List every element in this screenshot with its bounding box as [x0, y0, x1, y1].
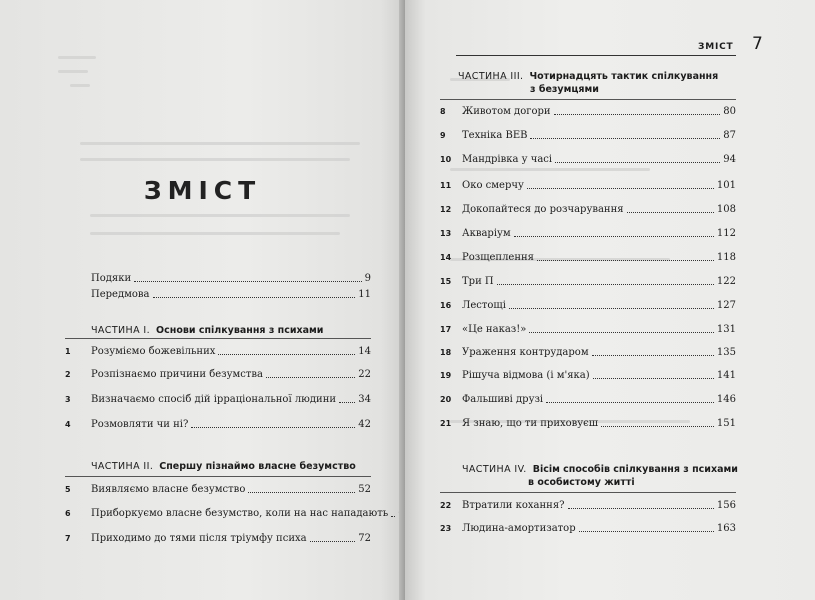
entry-title: Мандрівка у часі [462, 154, 553, 165]
toc-entry[interactable] [65, 394, 371, 406]
entry-title: Визначаємо спосіб дій ірраціональної людини [91, 394, 337, 405]
entry-page: 9 [364, 273, 371, 284]
leader-dots [593, 378, 714, 379]
entry-page: 131 [716, 324, 736, 335]
part-name: Чотирнадцять тактик спілкування [529, 71, 719, 82]
toc-entry[interactable] [440, 228, 736, 240]
show-through [80, 142, 360, 145]
entry-page: 163 [716, 523, 736, 534]
leader-dots [497, 284, 714, 285]
entry-page: 14 [358, 346, 371, 357]
entry-title: Докопайтеся до розчарування [462, 204, 624, 215]
entry-title: «Це наказ!» [462, 324, 527, 335]
chapter-number: 6 [65, 509, 71, 518]
chapter-number: 7 [65, 534, 71, 543]
entry-page: 156 [716, 500, 736, 511]
toc-entry[interactable] [440, 324, 736, 336]
entry-title: Розуміємо божевільних [91, 346, 216, 357]
part-heading [458, 70, 718, 96]
toc-entry[interactable] [440, 106, 736, 118]
chapter-number: 5 [65, 485, 71, 494]
entry-title: Розмовляти чи ні? [91, 419, 189, 430]
leader-dots [310, 541, 356, 542]
part-name-line2: в особистому житті [528, 477, 635, 488]
toc-entry[interactable] [440, 276, 736, 288]
entry-page: 34 [358, 394, 371, 405]
entry-title: Подяки [91, 273, 132, 284]
chapter-number: 15 [440, 277, 452, 286]
entry-page: 141 [716, 370, 736, 381]
toc-entry[interactable] [440, 300, 736, 312]
entry-page: 94 [723, 154, 736, 165]
show-through [90, 214, 350, 217]
leader-dots [554, 114, 721, 115]
entry-page: 112 [716, 228, 736, 239]
entry-title: Око смерчу [462, 180, 524, 191]
leader-dots [266, 377, 355, 378]
left-page [0, 0, 405, 600]
entry-title: Виявляємо власне безумство [91, 484, 246, 495]
leader-dots [527, 188, 714, 189]
leader-dots [191, 427, 355, 428]
part-heading [91, 324, 323, 337]
leader-dots [627, 212, 714, 213]
toc-entry[interactable] [65, 508, 389, 520]
entry-title: Приходимо до тями після тріумфу психа [91, 533, 307, 544]
leader-dots [339, 402, 355, 403]
chapter-number: 9 [440, 131, 446, 140]
entry-page: 151 [716, 418, 736, 429]
chapter-number: 13 [440, 229, 452, 238]
entry-title: Рішуча відмова (і м'яка) [462, 370, 590, 381]
toc-entry[interactable] [65, 369, 371, 381]
entry-page: 11 [358, 289, 371, 300]
chapter-number: 20 [440, 395, 452, 404]
part-name-line2: з безумцями [530, 84, 599, 95]
show-through [58, 56, 96, 59]
chapter-number: 17 [440, 325, 452, 334]
entry-title: Ураження контрударом [462, 347, 589, 358]
chapter-number: 4 [65, 420, 71, 429]
show-through [58, 70, 88, 73]
entry-title: Втратили кохання? [462, 500, 565, 511]
toc-entry[interactable] [440, 154, 736, 166]
part-label: ЧАСТИНА II. [91, 461, 154, 472]
chapter-number: 1 [65, 347, 71, 356]
chapter-number: 11 [440, 181, 452, 190]
toc-entry[interactable] [440, 130, 736, 142]
toc-entry[interactable] [440, 370, 736, 382]
entry-title: Розщеплення [462, 252, 534, 263]
chapter-number: 21 [440, 419, 452, 428]
header-rule [456, 55, 736, 56]
entry-page: 108 [716, 204, 736, 215]
entry-title: Техніка ВЕВ [462, 130, 528, 141]
show-through [450, 168, 650, 171]
toc-entry[interactable] [440, 418, 736, 430]
leader-dots [537, 260, 714, 261]
toc-entry-preface[interactable] [91, 289, 371, 301]
page-number: 7 [752, 34, 763, 54]
part-heading [91, 460, 356, 473]
leader-dots [555, 162, 720, 163]
chapter-number: 22 [440, 501, 452, 510]
leader-dots [514, 236, 714, 237]
part-label: ЧАСТИНА III. [458, 71, 524, 82]
part-rule [65, 338, 371, 339]
entry-title: Акваріум [462, 228, 511, 239]
show-through [80, 158, 350, 161]
entry-page: 127 [716, 300, 736, 311]
chapter-number: 12 [440, 205, 452, 214]
toc-entry[interactable] [440, 252, 736, 264]
leader-dots [248, 492, 355, 493]
entry-title: Передмова [91, 289, 150, 300]
part-label: ЧАСТИНА I. [91, 325, 151, 336]
entry-title: Приборкуємо власне безумство, коли на нас нападають [91, 508, 389, 519]
toc-entry[interactable] [65, 533, 371, 545]
entry-title: Розпізнаємо причини безумства [91, 369, 264, 380]
part-label: ЧАСТИНА IV. [462, 464, 527, 475]
leader-dots [568, 508, 714, 509]
entry-title: Три П [462, 276, 494, 287]
part-rule [65, 476, 371, 477]
entry-page: 135 [716, 347, 736, 358]
entry-page: 146 [716, 394, 736, 405]
entry-page: 122 [716, 276, 736, 287]
chapter-number: 16 [440, 301, 452, 310]
entry-page: 52 [358, 484, 371, 495]
chapter-number: 23 [440, 524, 452, 533]
leader-dots [509, 308, 714, 309]
leader-dots [592, 355, 714, 356]
entry-title: Лестощі [462, 300, 506, 311]
toc-entry[interactable] [65, 346, 371, 358]
entry-page: 101 [716, 180, 736, 191]
chapter-number: 8 [440, 107, 446, 116]
entry-title: Животом догори [462, 106, 551, 117]
entry-page: 118 [716, 252, 736, 263]
chapter-number: 3 [65, 395, 71, 404]
leader-dots [153, 297, 356, 298]
leader-dots [529, 332, 714, 333]
leader-dots [391, 516, 395, 517]
toc-entry[interactable] [65, 419, 371, 431]
leader-dots [218, 354, 355, 355]
leader-dots [134, 281, 362, 282]
part-rule [440, 99, 736, 100]
part-name: Спершу пізнаймо власне безумство [159, 461, 356, 472]
part-name: Вісім способів спілкування з психами [532, 464, 738, 475]
toc-entry[interactable] [440, 347, 736, 359]
toc-entry-acknowledgements[interactable] [91, 273, 371, 285]
running-head-text: ЗМІСТ [698, 42, 734, 52]
entry-page: 22 [358, 369, 371, 380]
show-through [70, 84, 90, 87]
entry-page: 42 [358, 419, 371, 430]
toc-entry[interactable] [440, 180, 736, 192]
page-title: ЗМІСТ [143, 176, 262, 205]
leader-dots [530, 138, 720, 139]
part-rule [440, 492, 736, 493]
part-name: Основи спілкування з психами [156, 325, 324, 336]
chapter-number: 2 [65, 370, 71, 379]
toc-entry[interactable] [440, 500, 736, 512]
leader-dots [579, 531, 714, 532]
chapter-number: 19 [440, 371, 452, 380]
leader-dots [601, 426, 714, 427]
entry-title: Людина-амортизатор [462, 523, 576, 534]
toc-entry[interactable] [65, 484, 371, 496]
leader-dots [546, 402, 714, 403]
toc-entry[interactable] [440, 523, 736, 535]
entry-page: 72 [358, 533, 371, 544]
entry-title: Я знаю, що ти приховуєш [462, 418, 599, 429]
toc-entry[interactable] [440, 204, 736, 216]
entry-title: Фальшиві друзі [462, 394, 544, 405]
toc-entry[interactable] [440, 394, 736, 406]
chapter-number: 14 [440, 253, 452, 262]
chapter-number: 18 [440, 348, 452, 357]
entry-page: 87 [723, 130, 736, 141]
part-heading [462, 463, 738, 489]
show-through [90, 232, 340, 235]
entry-page: 80 [723, 106, 736, 117]
chapter-number: 10 [440, 155, 452, 164]
